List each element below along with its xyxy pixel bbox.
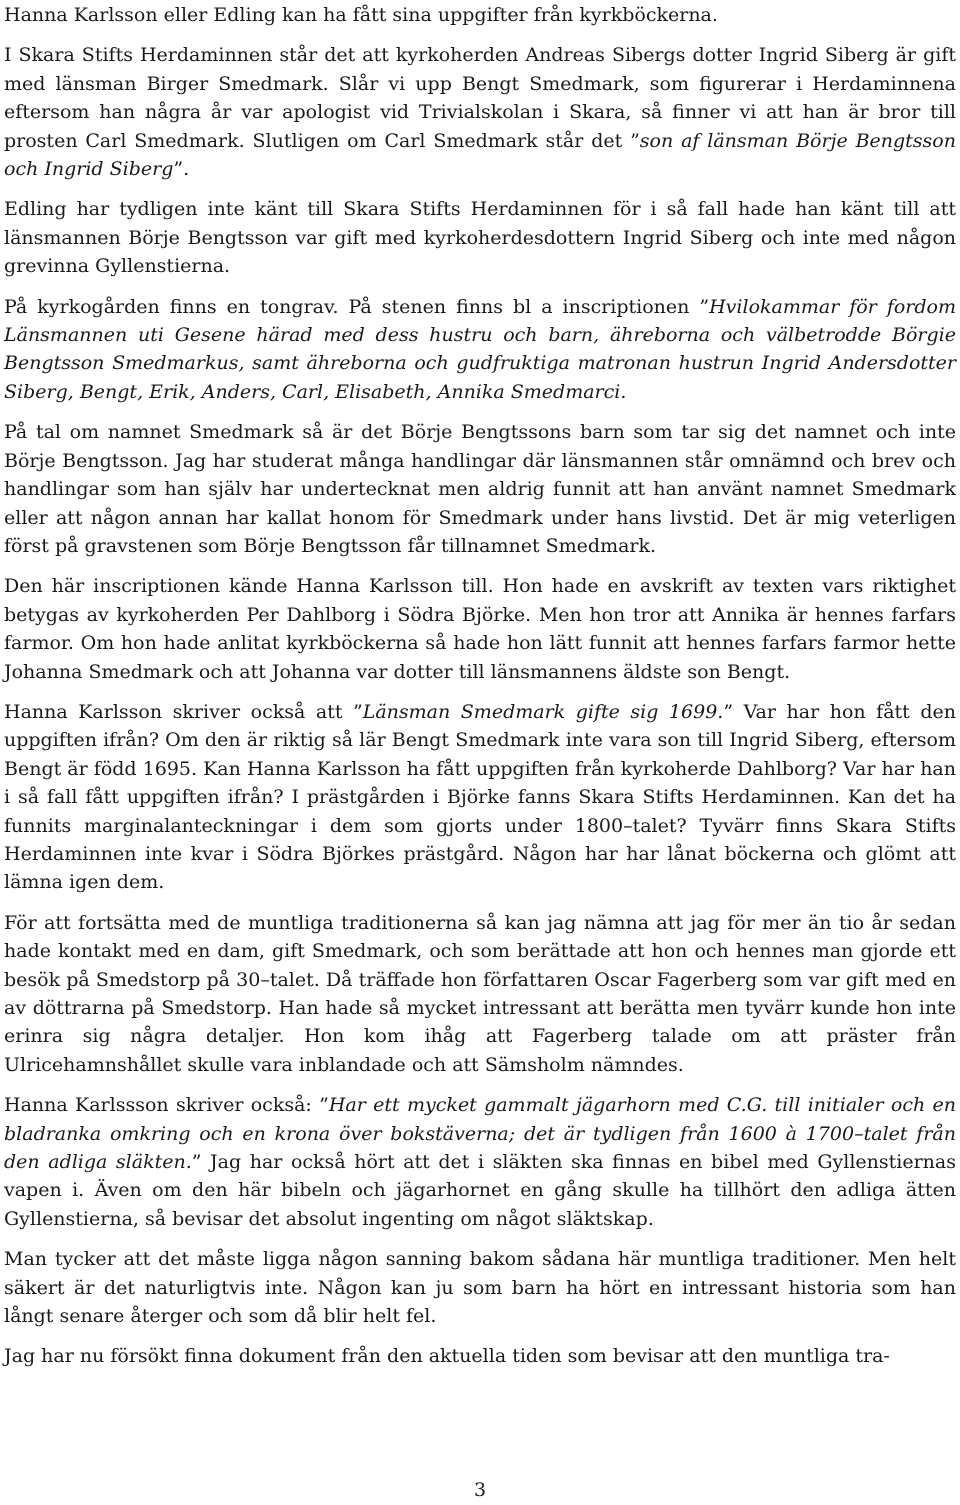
paragraph-p10 bbox=[4, 1245, 956, 1330]
text-segment: På tal om namnet Smedmark så är det Börje Bengtssons barn som tar sig det namnet och inte Börje Bengtsson. Jag har studerat många handlingar där länsmannen står omnämnd och brev och handlingar som han själv har undertecknat men aldrig funnit att han använt namnet Smedmark eller att någon annan har kallat honom för Smedmark under hans livstid. Det är mig veterligen först på gravstenen som Börje Bengtsson får tillnamnet Smedmark. bbox=[4, 421, 956, 557]
text-segment: Hanna Karlssson skriver också: ” bbox=[4, 1094, 329, 1117]
italic-segment: son af länsman Börje Bengtsson och Ingrid Siberg bbox=[4, 129, 956, 181]
italic-segment: Hvilokammar för fordom Länsmannen uti Gesene härad med dess hustru och barn, ähreborna och välbetrodde Börgie Bengtsson Smedmarkus, samt ähreborna och gudfruktiga matronan hustrun Ingrid Andersdotter Siberg, Bengt, Erik, Anders, Carl, Elisabeth, Annika Smedmarci. bbox=[4, 295, 956, 403]
text-segment: ” Var har hon fått den uppgiften ifrån? Om den är riktig så lär Bengt Smedmark inte vara son till Ingrid Siberg, eftersom Bengt är född 1695. Kan Hanna Karlsson ha fått uppgiften från kyrkoherde Dahlborg? Var har han i så fall fått uppgiften ifrån? I prästgården i Björke fanns Skara Stifts Herdaminnen. Kan det ha funnits marginalanteckningar i dem som gjorts under 1800–talet? Tyvärr finns Skara Stifts Herdaminnen inte kvar i Södra Björkes prästgård. Någon har har lånat böckerna och glömt att lämna igen dem. bbox=[4, 700, 956, 894]
text-segment: Den här inscriptionen kände Hanna Karlsson till. Hon hade en avskrift av texten vars riktighet betygas av kyrkoherden Per Dahlborg i Södra Björke. Men hon tror att Annika är hennes farfars farmor. Om hon hade anlitat kyrkböckerna så hade hon lätt funnit att hennes farfars farmor hette Johanna Smedmark och att Johanna var dotter till länsmannens äldste son Bengt. bbox=[4, 575, 956, 683]
italic-segment: Har ett mycket gammalt jägarhorn med C.G. till initialer och en bladranka omkring och en krona över bokstäverna; det är tydligen från 1600 à 1700–talet från den adliga släkten. bbox=[4, 1094, 956, 1174]
paragraph-p2 bbox=[4, 41, 956, 183]
text-segment: Jag har nu försökt finna dokument från den aktuella tiden som bevisar att den muntliga tra- bbox=[4, 1345, 890, 1368]
text-segment: Hanna Karlsson skriver också att ” bbox=[4, 700, 363, 723]
text-segment: För att fortsätta med de muntliga traditionerna så kan jag nämna att jag för mer än tio år sedan hade kontakt med en dam, gift Smedmark, och som berättade att hon och hennes man gjorde ett besök på Smedstorp på 30–talet. Då träffade hon författaren Oscar Fagerberg som var gift med en av döttrarna på Smedstorp. Han hade så mycket intressant att berätta men tyvärr kunde hon inte erinra sig några detaljer. Hon kom ihåg att Fagerberg talade om att präster från Ulricehamnshållet skulle vara inblandade och att Sämsholm nämndes. bbox=[4, 911, 956, 1076]
text-segment: På kyrkogården finns en tongrav. På stenen finns bl a inscriptionen ” bbox=[4, 295, 710, 318]
text-segment: Edling har tydligen inte känt till Skara Stifts Herdaminnen för i så fall hade han känt till att länsmannen Börje Bengtsson var gift med kyrkoherdesdottern Ingrid Siberg och inte med någon grevinna Gyllenstierna. bbox=[4, 198, 956, 278]
paragraph-p11 bbox=[4, 1342, 956, 1370]
page-number: 3 bbox=[473, 1479, 487, 1501]
paragraph-p7 bbox=[4, 698, 956, 897]
text-segment: Man tycker att det måste ligga någon sanning bakom sådana här muntliga traditioner. Men helt säkert är det naturligtvis inte. Någon kan ju som barn ha hört en intressant historia som han långt senare återger och som då blir helt fel. bbox=[4, 1248, 956, 1328]
paragraph-p1 bbox=[4, 1, 956, 29]
text-segment: I Skara Stifts Herdaminnen står det att kyrkoherden Andreas Sibergs dotter Ingrid Siberg är gift med länsman Birger Smedmark. Slår vi upp Bengt Smedmark, som figurerar i Herdaminnena eftersom han några år var apologist vid Trivialskolan i Skara, så finner vi att han är bror till prosten Carl Smedmark. Slutligen om Carl Smedmark står det ” bbox=[4, 44, 956, 152]
paragraph-p5 bbox=[4, 418, 956, 560]
text-segment: ” Jag har också hört att det i släkten ska finnas en bibel med Gyllenstiernas vapen i. Även om den här bibeln och jägarhornet en gång skulle ha tillhört den adliga ätten Gyllenstierna, så bevisar det absolut ingenting om något släktskap. bbox=[4, 1151, 956, 1230]
text-segment: ”. bbox=[173, 158, 190, 181]
text-segment: Hanna Karlsson eller Edling kan ha fått sina uppgifter från kyrkböckerna. bbox=[4, 4, 718, 26]
paragraph-p4 bbox=[4, 293, 956, 407]
paragraph-p3 bbox=[4, 195, 956, 280]
paragraph-p9 bbox=[4, 1091, 956, 1233]
italic-segment: Länsman Smedmark gifte sig 1699. bbox=[362, 700, 724, 723]
paragraph-p6 bbox=[4, 572, 956, 686]
document-page bbox=[4, 0, 956, 1383]
paragraph-p8 bbox=[4, 909, 956, 1079]
